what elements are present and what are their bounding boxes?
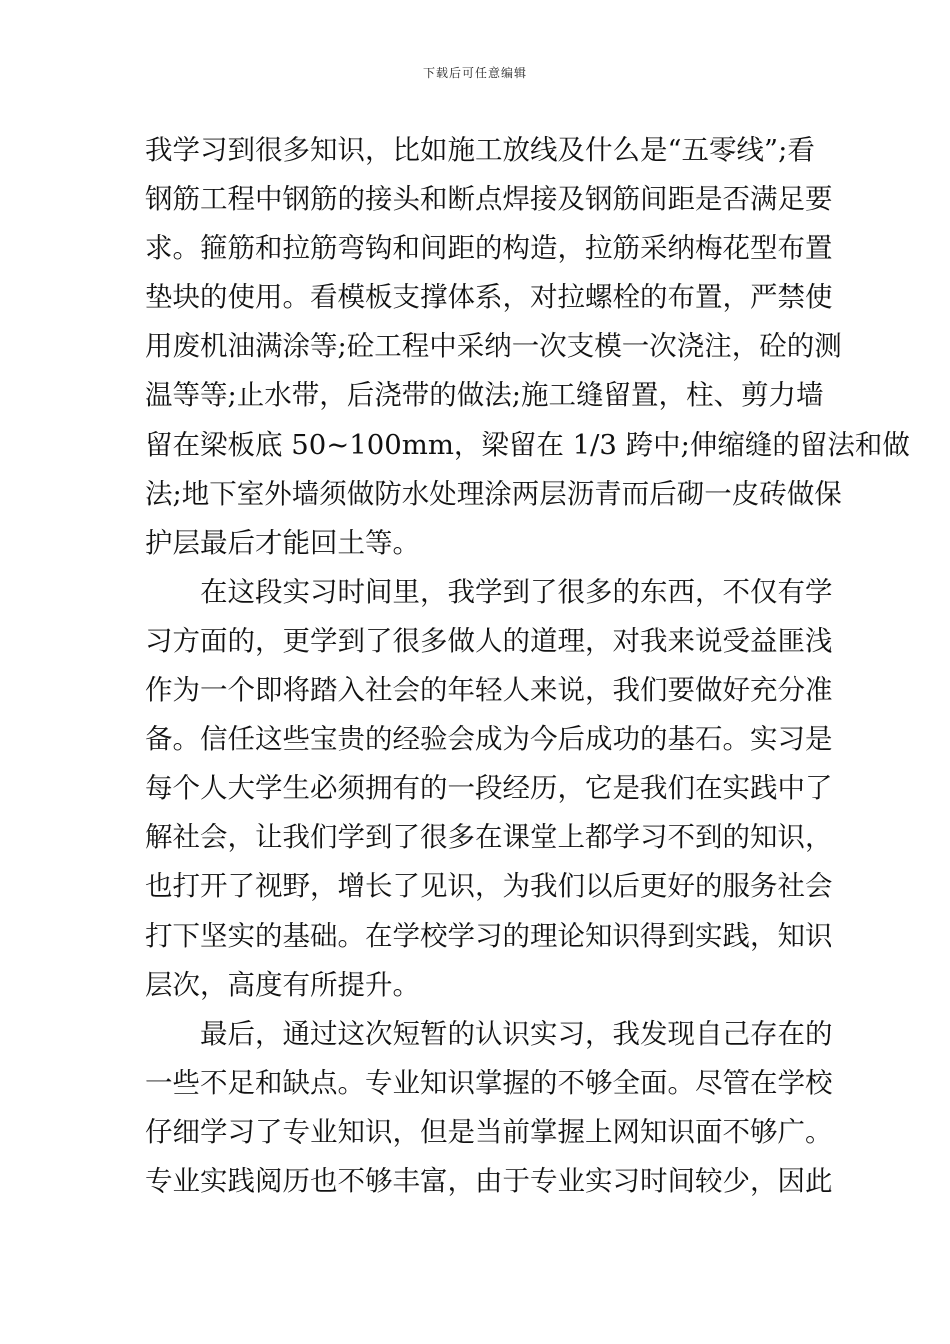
page-header: 下载后可任意编辑 (422, 66, 527, 80)
text-line: 钢筋工程中钢筋的接头和断点焊接及钢筋间距是否满足要 (145, 183, 833, 216)
text-line: 备。信任这些宝贵的经验会成为今后成功的基石。实习是 (145, 723, 833, 756)
text-line: 留在梁板底 50~100mm，梁留在 1/3 跨中;伸缩缝的留法和做 (145, 428, 910, 461)
text-line: 层次，高度有所提升。 (145, 968, 420, 1001)
text-line: 温等等;止水带，后浇带的做法;施工缝留置，柱、剪力墙 (145, 379, 824, 412)
text-line: 每个人大学生必须拥有的一段经历，它是我们在实践中了 (145, 772, 833, 805)
text-line: 垫块的使用。看模板支撑体系，对拉螺栓的布置，严禁使 (145, 281, 833, 314)
text-line: 解社会，让我们学到了很多在课堂上都学习不到的知识， (145, 821, 833, 854)
text-line: 法;地下室外墙须做防水处理涂两层沥青而后砌一皮砖做保 (145, 477, 842, 510)
text-line: 打下坚实的基础。在学校学习的理论知识得到实践，知识 (145, 919, 833, 952)
text-line: 也打开了视野，增长了见识，为我们以后更好的服务社会 (145, 870, 833, 903)
text-line: 仔细学习了专业知识，但是当前掌握上网知识面不够广。 (145, 1115, 833, 1148)
text-line: 护层最后才能回土等。 (145, 526, 420, 559)
text-line: 一些不足和缺点。专业知识掌握的不够全面。尽管在学校 (145, 1066, 833, 1099)
document-body (145, 126, 910, 1206)
text-line: 用废机油满涂等;砼工程中采纳一次支模一次浇注，砼的测 (145, 330, 842, 363)
text-line: 我学习到很多知识，比如施工放线及什么是“五零线”;看 (145, 134, 815, 166)
text-line: 求。箍筋和拉筋弯钩和间距的构造，拉筋采纳梅花型布置 (145, 232, 833, 265)
text-line: 专业实践阅历也不够丰富，由于专业实习时间较少，因此 (145, 1164, 833, 1197)
text-line: 习方面的，更学到了很多做人的道理，对我来说受益匪浅 (145, 624, 833, 657)
paragraph-first-line: 最后，通过这次短暂的认识实习，我发现自己存在的 (200, 1017, 833, 1050)
text-line: 作为一个即将踏入社会的年轻人来说，我们要做好充分准 (145, 674, 833, 707)
paragraph-first-line: 在这段实习时间里，我学到了很多的东西，不仅有学 (200, 575, 833, 608)
